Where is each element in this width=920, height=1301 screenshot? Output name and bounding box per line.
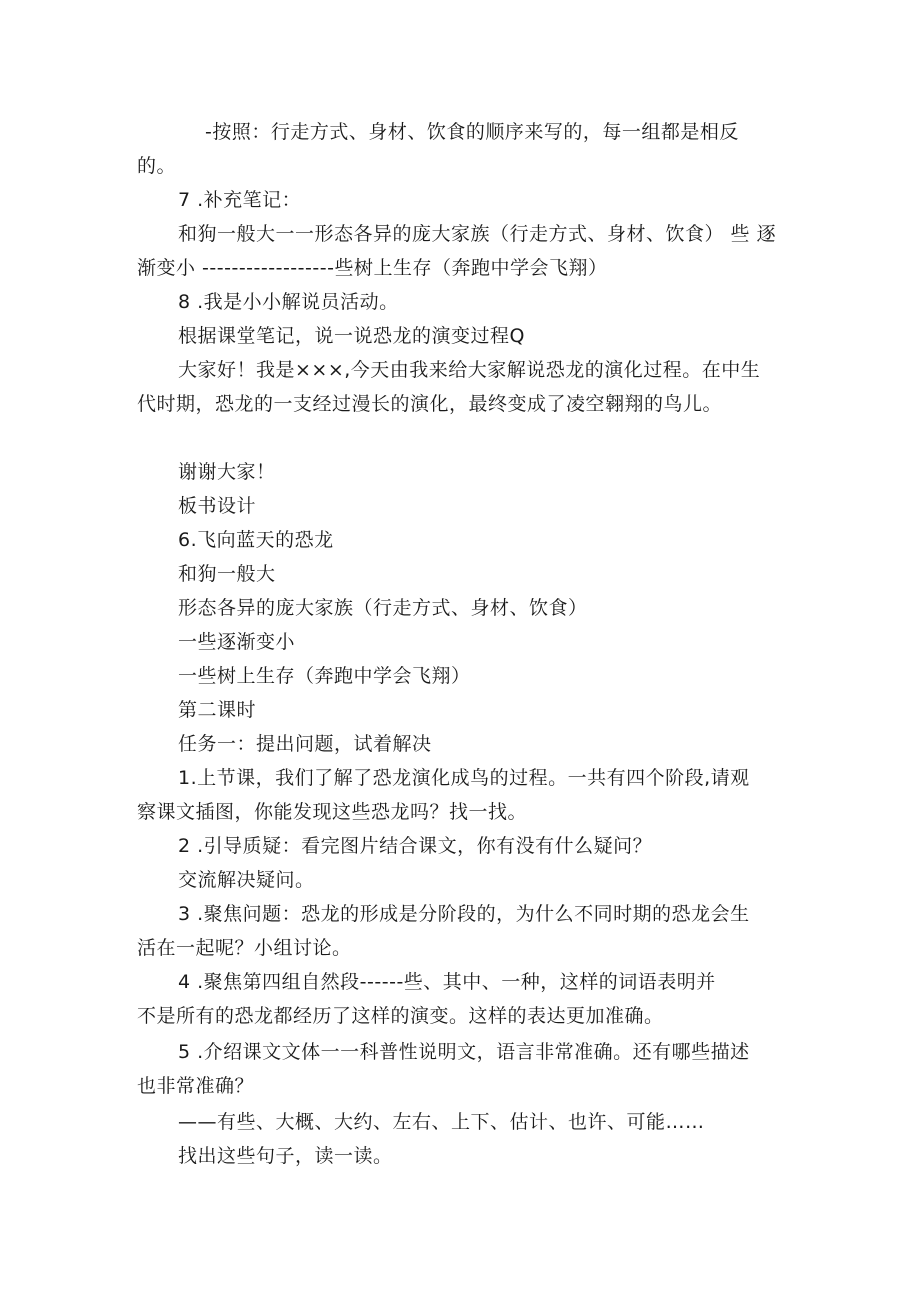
- text-line: 活在一起呢？小组讨论。: [137, 937, 352, 959]
- text-line: 也非常准确？: [137, 1075, 255, 1097]
- text-line: 一些树上生存（奔跑中学会飞翔）: [178, 665, 471, 687]
- text-line: 第二课时: [178, 699, 257, 721]
- text-line: 一些逐渐变小: [178, 631, 296, 653]
- text-line: 交流解决疑问。: [178, 869, 315, 891]
- text-line: 任务一：提出问题，试着解决: [178, 733, 432, 755]
- text-line: 形态各异的庞大家族（行走方式、身材、饮食）: [178, 597, 588, 619]
- text-line: 和狗一般大一一形态各异的庞大家族（行走方式、身材、饮食） 些 逐: [178, 223, 777, 245]
- text-line: 8 .我是小小解说员活动。: [178, 291, 399, 313]
- text-line: 根据课堂笔记，说一说恐龙的演变过程Q: [178, 325, 525, 347]
- text-line: ——有些、大概、大约、左右、上下、估计、也许、可能……: [178, 1111, 705, 1133]
- text-line: 不是所有的恐龙都经历了这样的演变。这样的表达更加准确。: [137, 1005, 664, 1027]
- text-line: 2 .引导质疑：看完图片结合课文，你有没有什么疑问？: [178, 835, 653, 857]
- text-line: 板书设计: [178, 495, 257, 517]
- text-line: 大家好！我是×××,今天由我来给大家解说恐龙的演化过程。在中生: [178, 359, 761, 381]
- text-line: 5 .介绍课文文体一一科普性说明文，语言非常准确。还有哪些描述: [178, 1041, 750, 1063]
- text-line: 找出这些句子，读一读。: [178, 1145, 393, 1167]
- text-line: 1.上节课，我们了解了恐龙演化成鸟的过程。一共有四个阶段,请观: [178, 767, 750, 789]
- text-line: 渐变小 ------------------些树上生存（奔跑中学会飞翔）: [137, 257, 608, 279]
- text-line: 7 .补充笔记：: [178, 189, 302, 211]
- text-line: 4 .聚焦第四组自然段------些、其中、一种，这样的词语表明并: [178, 971, 716, 993]
- text-line: 6.飞向蓝天的恐龙: [178, 529, 334, 551]
- text-line: -按照：行走方式、身材、饮食的顺序来写的，每一组都是相反: [205, 121, 739, 143]
- text-line: 察课文插图，你能发现这些恐龙吗？找一找。: [137, 801, 528, 823]
- text-line: 的。: [137, 155, 177, 177]
- text-line: 3 .聚焦问题：恐龙的形成是分阶段的，为什么不同时期的恐龙会生: [178, 903, 750, 925]
- text-line: 谢谢大家！: [178, 461, 276, 483]
- text-line: 代时期，恐龙的一支经过漫长的演化，最终变成了凌空翱翔的鸟儿。: [137, 393, 723, 415]
- text-line: 和狗一般大: [178, 563, 276, 585]
